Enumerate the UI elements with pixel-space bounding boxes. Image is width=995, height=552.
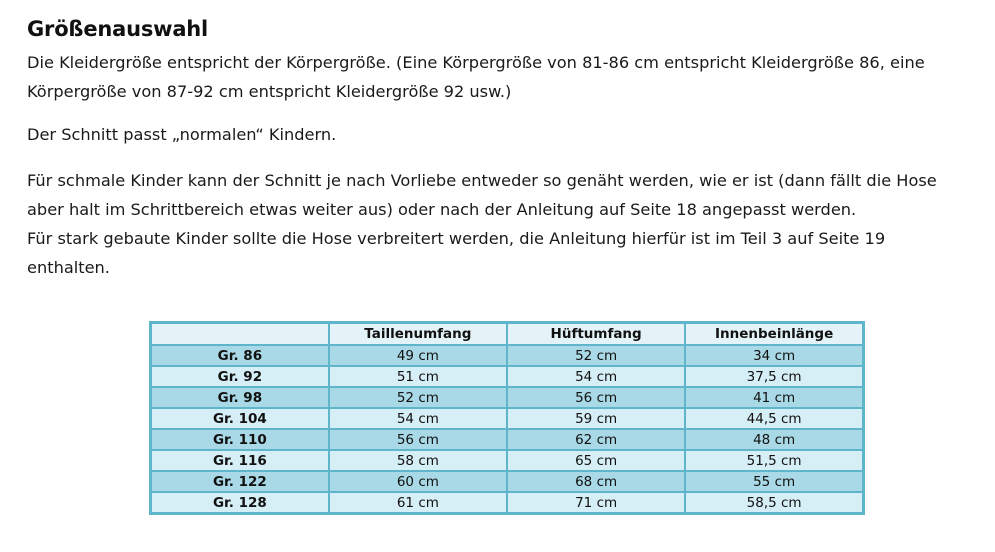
table-row bbox=[151, 408, 864, 429]
text-line: Die Kleidergröße entspricht der Körpergröße. (Eine Körpergröße von 81-86 cm entspricht Kleidergröße 86, eine bbox=[27, 53, 925, 72]
text-line: Für schmale Kinder kann der Schnitt je nach Vorliebe entweder so genäht werden, wie er ist (dann fällt die Hose bbox=[27, 171, 937, 190]
waist-cell: 60 cm bbox=[329, 471, 507, 492]
hip-cell: 71 cm bbox=[507, 492, 685, 514]
text-line: enthalten. bbox=[27, 258, 110, 277]
inseam-cell: 34 cm bbox=[685, 345, 863, 366]
table-row bbox=[151, 429, 864, 450]
header-cell-hip: Hüftumfang bbox=[507, 323, 685, 346]
size-cell: Gr. 98 bbox=[151, 387, 329, 408]
inseam-cell: 41 cm bbox=[685, 387, 863, 408]
size-cell: Gr. 86 bbox=[151, 345, 329, 366]
table-row bbox=[151, 450, 864, 471]
inseam-cell: 44,5 cm bbox=[685, 408, 863, 429]
table-row bbox=[151, 492, 864, 514]
hip-cell: 52 cm bbox=[507, 345, 685, 366]
size-explanation-paragraph bbox=[27, 48, 977, 106]
document-body bbox=[27, 14, 977, 282]
table-row bbox=[151, 471, 864, 492]
table-body bbox=[151, 345, 864, 514]
inseam-cell: 55 cm bbox=[685, 471, 863, 492]
page-title: Größenauswahl bbox=[27, 17, 209, 41]
size-cell: Gr. 128 bbox=[151, 492, 329, 514]
size-cell: Gr. 116 bbox=[151, 450, 329, 471]
waist-cell: 56 cm bbox=[329, 429, 507, 450]
waist-cell: 61 cm bbox=[329, 492, 507, 514]
size-cell: Gr. 92 bbox=[151, 366, 329, 387]
size-cell: Gr. 110 bbox=[151, 429, 329, 450]
inseam-cell: 51,5 cm bbox=[685, 450, 863, 471]
waist-cell: 52 cm bbox=[329, 387, 507, 408]
inseam-cell: 48 cm bbox=[685, 429, 863, 450]
waist-cell: 58 cm bbox=[329, 450, 507, 471]
size-cell: Gr. 122 bbox=[151, 471, 329, 492]
adjustment-paragraph bbox=[27, 166, 977, 282]
table-row bbox=[151, 387, 864, 408]
hip-cell: 56 cm bbox=[507, 387, 685, 408]
hip-cell: 54 cm bbox=[507, 366, 685, 387]
fit-paragraph: Der Schnitt passt „normalen“ Kindern. bbox=[27, 125, 337, 144]
table-header-row bbox=[151, 323, 864, 346]
inseam-cell: 37,5 cm bbox=[685, 366, 863, 387]
inseam-cell: 58,5 cm bbox=[685, 492, 863, 514]
waist-cell: 54 cm bbox=[329, 408, 507, 429]
header-cell-inseam: Innenbeinlänge bbox=[685, 323, 863, 346]
hip-cell: 59 cm bbox=[507, 408, 685, 429]
waist-cell: 51 cm bbox=[329, 366, 507, 387]
hip-cell: 68 cm bbox=[507, 471, 685, 492]
table-row bbox=[151, 366, 864, 387]
hip-cell: 65 cm bbox=[507, 450, 685, 471]
table-row bbox=[151, 345, 864, 366]
size-table bbox=[149, 321, 865, 515]
text-line: aber halt im Schrittbereich etwas weiter aus) oder nach der Anleitung auf Seite 18 angepasst werden. bbox=[27, 200, 857, 219]
header-cell-waist: Taillenumfang bbox=[329, 323, 507, 346]
text-line: Körpergröße von 87-92 cm entspricht Kleidergröße 92 usw.) bbox=[27, 82, 512, 101]
size-cell: Gr. 104 bbox=[151, 408, 329, 429]
header-cell-empty bbox=[151, 323, 329, 346]
waist-cell: 49 cm bbox=[329, 345, 507, 366]
hip-cell: 62 cm bbox=[507, 429, 685, 450]
text-line: Für stark gebaute Kinder sollte die Hose verbreitert werden, die Anleitung hierfür ist im Teil 3 auf Seite 19 bbox=[27, 229, 886, 248]
